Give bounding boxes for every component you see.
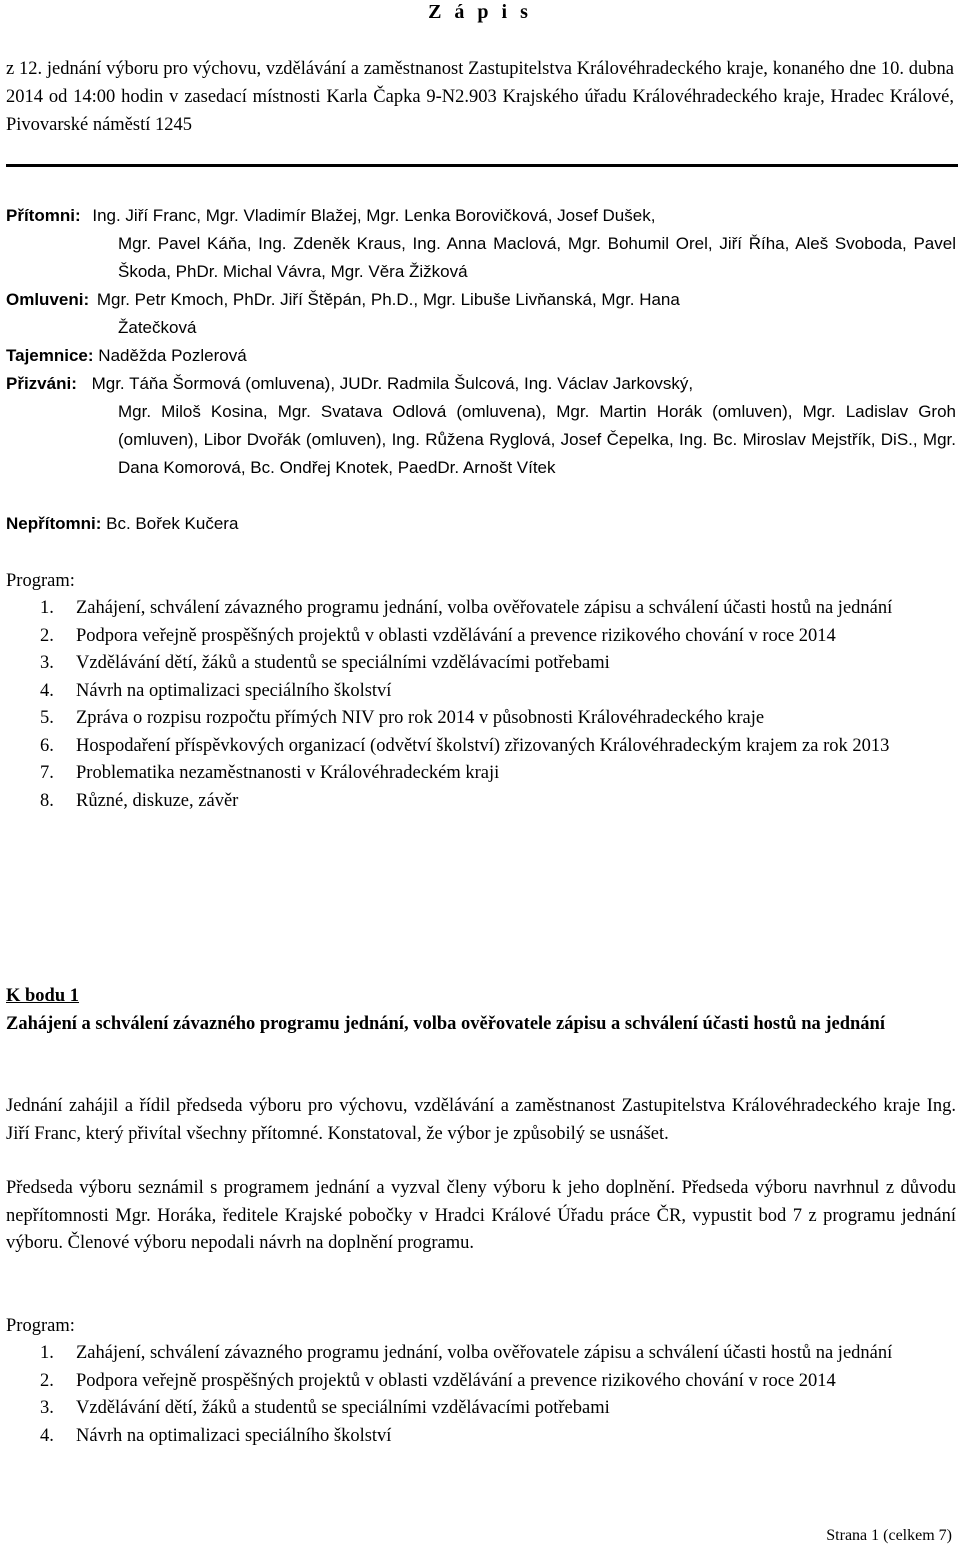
present-names-rest: Mgr. Pavel Káňa, Ing. Zdeněk Kraus, Ing. Anna Maclová, Mgr. Bohumil Orel, Jiří Říha, Aleš Svoboda, Pavel Škoda, PhDr. Michal Vávra, Mgr. Věra Žižková: [118, 234, 956, 281]
program-item: 2. Podpora veřejně prospěšných projektů v oblasti vzdělávání a prevence rizikového chování v roce 2014: [40, 1370, 836, 1391]
excused-names-first: Mgr. Petr Kmoch, PhDr. Jiří Štěpán, Ph.D., Mgr. Libuše Livňanská, Mgr. Hana: [96, 290, 680, 309]
program-label: Program:: [6, 571, 75, 591]
excused-line: [6, 286, 956, 314]
document-title: Z á p i s: [428, 1, 532, 23]
excused-label: Omluveni:: [6, 290, 90, 309]
absent-name: Bc. Bořek Kučera: [106, 514, 239, 533]
absent-line: [6, 510, 956, 538]
page-number: Strana 1 (celkem 7): [826, 1527, 952, 1544]
invited-line: [6, 370, 956, 398]
present-line: [6, 202, 956, 230]
program-item: 3. Vzdělávání dětí, žáků a studentů se speciálními vzdělávacími potřebami: [40, 1398, 610, 1418]
program-list: [6, 595, 956, 815]
invited-names-rest: Mgr. Miloš Kosina, Mgr. Svatava Odlová (omluvena), Mgr. Martin Horák (omluven), Mgr. Ladislav Groh (omluven), Libor Dvořák (omluven), Ing. Růžena Ryglová, Josef Čepelka, Ing. Bc. Miroslav Mejstřík, DiS., Mgr. Dana Komorová, Bc. Ondřej Knotek, PaedDr. Arnošt Vítek: [118, 402, 956, 477]
section-heading: K bodu 1: [6, 986, 80, 1006]
excused-names-rest: Žatečková: [118, 318, 197, 337]
invited-names-first: Mgr. Táňa Šormová (omluvena), JUDr. Radmila Šulcová, Ing. Václav Jarkovský,: [91, 374, 694, 393]
present-label: Přítomni:: [6, 206, 81, 225]
section-subheading: Zahájení a schválení závazného programu jednání, volba ověřovatele zápisu a schválení účasti hostů na jednání: [6, 1014, 885, 1034]
section-paragraph-1: Jednání zahájil a řídil předseda výboru pro výchovu, vzdělávání a zaměstnanost Zastupitelstva Královéhradeckého kraje Ing. Jiří Franc, který přivítal všechny přítomné. Konstatoval, že výbor je způsobilý se usnášet.: [6, 1096, 956, 1144]
secretary-name: Naděžda Pozlerová: [98, 346, 247, 365]
program-item: 1. Zahájení, schválení závazného programu jednání, volba ověřovatele zápisu a schválení účasti hostů na jednání: [40, 1343, 893, 1363]
secretary-label: Tajemnice:: [6, 346, 94, 365]
program-item: 6. Hospodaření příspěvkových organizací (odvětví školství) zřizovaných Královéhradeckým krajem za rok 2013: [40, 735, 890, 756]
section-paragraph-2: Předseda výboru seznámil s programem jednání a vyzval členy výboru k jeho doplnění. Předseda výboru navrhnul z důvodu nepřítomnosti Mgr. Horáka, ředitele Krajské pobočky v Hradci Králové Úřadu práce ČR, vypustit bod 7 z programu jednání výboru. Členové výboru nepodali návrh na doplnění programu.: [6, 1178, 956, 1253]
program-item: 2. Podpora veřejně prospěšných projektů v oblasti vzdělávání a prevence rizikového chování v roce 2014: [40, 625, 836, 646]
program-item: 1. Zahájení, schválení závazného programu jednání, volba ověřovatele zápisu a schválení účasti hostů na jednání: [40, 598, 893, 618]
section-program-label: Program:: [6, 1316, 75, 1336]
heading-divider: [6, 164, 958, 167]
program-item: 3. Vzdělávání dětí, žáků a studentů se speciálními vzdělávacími potřebami: [40, 653, 610, 673]
program-item: 4. Návrh na optimalizaci speciálního školství: [40, 1425, 392, 1446]
meeting-heading: z 12. jednání výboru pro výchovu, vzdělávání a zaměstnanost Zastupitelstva Královéhradeckého kraje, konaného dne 10. dubna 2014 od 14:00 hodin v zasedací místnosti Karla Čapka 9-N2.903 Krajského úřadu Královéhradeckého kraje, Hradec Králové, Pivovarské náměstí 1245: [6, 59, 954, 135]
present-names-first: Ing. Jiří Franc, Mgr. Vladimír Blažej, Mgr. Lenka Borovičková, Josef Dušek,: [92, 206, 656, 225]
absent-label: Nepřítomni:: [6, 514, 102, 533]
program-item: 7. Problematika nezaměstnanosti v Královéhradeckém kraji: [40, 763, 500, 783]
secretary-line: [6, 342, 956, 370]
program-item: 4. Návrh na optimalizaci speciálního školství: [40, 680, 392, 701]
program-item: 8. Různé, diskuze, závěr: [40, 790, 239, 811]
program-item: 5. Zpráva o rozpisu rozpočtu přímých NIV pro rok 2014 v působnosti Královéhradeckého kraje: [40, 708, 765, 728]
section-program-list: [6, 1340, 956, 1450]
invited-label: Přizváni:: [6, 374, 77, 393]
